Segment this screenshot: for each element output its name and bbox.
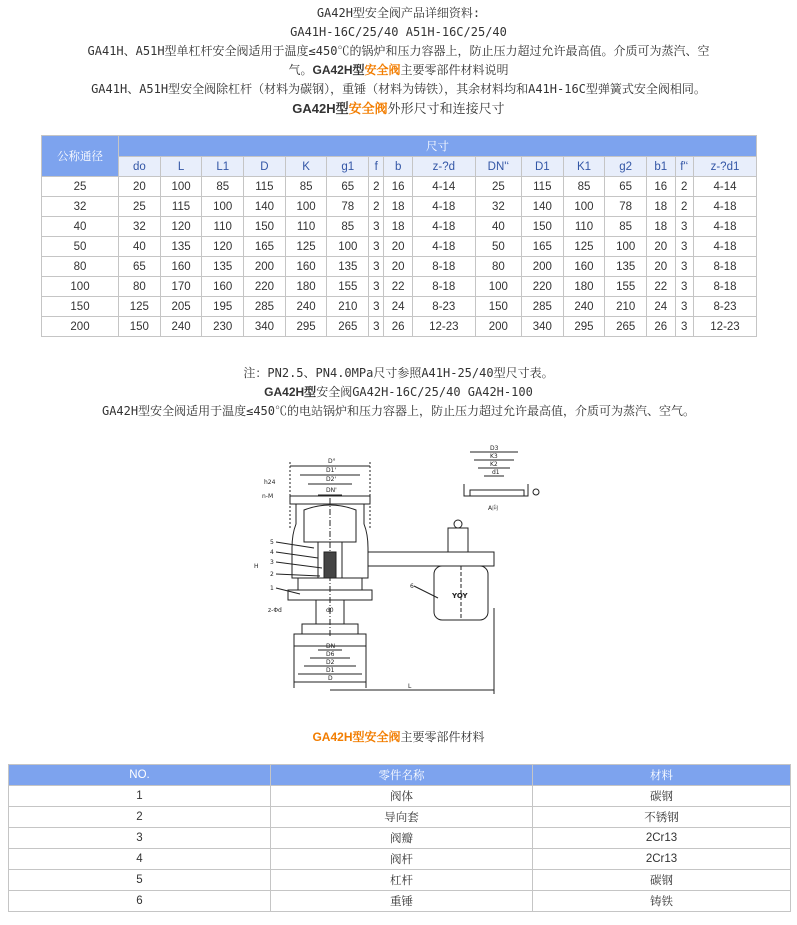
part-material-cell: 不锈钢 [533, 807, 791, 828]
dimension-cell: 85 [563, 177, 605, 197]
dimension-cell: 16 [647, 177, 675, 197]
parts-header-no: NO. [9, 765, 271, 786]
label-d2: D2 [326, 659, 335, 666]
nominal-diameter-cell: 100 [42, 277, 119, 297]
subheader-cell: L1 [202, 157, 244, 177]
dimension-cell: 3 [675, 237, 693, 257]
dimension-cell: 78 [605, 197, 647, 217]
dimension-cell: 3 [369, 217, 384, 237]
dimension-cell: 3 [369, 237, 384, 257]
table-row [42, 177, 757, 197]
caption-model: GA42H型 [312, 730, 365, 744]
dimension-cell: 3 [675, 277, 693, 297]
dimension-cell: 8-18 [693, 257, 756, 277]
part-number-5: 5 [270, 539, 274, 546]
parts-table-caption [0, 728, 797, 745]
part-number-cell: 1 [9, 786, 271, 807]
dimension-cell: 65 [605, 177, 647, 197]
dimension-cell: 100 [202, 197, 244, 217]
dimension-cell: 2 [675, 177, 693, 197]
dimension-cell: 78 [327, 197, 369, 217]
dimension-cell: 135 [605, 257, 647, 277]
parts-table-body [9, 786, 791, 912]
label-zod: z-Φd [268, 607, 282, 614]
intro-line-4-post: 主要零部件材料说明 [400, 63, 509, 77]
part-number-3: 3 [270, 559, 274, 566]
parts-table-header-row [9, 765, 791, 786]
dimension-cell: 18 [384, 197, 412, 217]
dimension-cell: 24 [384, 297, 412, 317]
dimension-cell: 3 [675, 217, 693, 237]
dimension-cell: 115 [160, 197, 202, 217]
dimension-cell: 160 [285, 257, 327, 277]
nominal-diameter-cell: 150 [42, 297, 119, 317]
dimension-cell: 170 [160, 277, 202, 297]
dimension-cell: 80 [475, 257, 521, 277]
table-row [42, 297, 757, 317]
dimension-cell: 85 [605, 217, 647, 237]
dimension-cell: 12-23 [412, 317, 475, 337]
valve-body [288, 496, 372, 638]
dimension-cell: 8-18 [412, 277, 475, 297]
part-name-cell: 导向套 [271, 807, 533, 828]
nominal-diameter-cell: 80 [42, 257, 119, 277]
dimension-cell: 110 [285, 217, 327, 237]
label-dnp: DN' [326, 487, 337, 494]
dimension-cell: 125 [563, 237, 605, 257]
subheader-cell: K1 [563, 157, 605, 177]
dimension-cell: 12-23 [693, 317, 756, 337]
dimension-cell: 150 [521, 217, 563, 237]
dimension-cell: 155 [605, 277, 647, 297]
dimension-cell: 200 [521, 257, 563, 277]
dimension-cell: 100 [327, 237, 369, 257]
dimension-cell: 3 [369, 277, 384, 297]
nominal-diameter-cell: 40 [42, 217, 119, 237]
table-row [42, 277, 757, 297]
dimension-cell: 180 [285, 277, 327, 297]
dimension-cell: 220 [521, 277, 563, 297]
caption-post: 主要零部件材料 [400, 730, 485, 744]
dimension-cell: 150 [475, 297, 521, 317]
dimension-cell: 3 [369, 297, 384, 317]
lever-arm [368, 520, 494, 566]
dimension-cell: 4-18 [693, 237, 756, 257]
table-row [9, 807, 791, 828]
table-row [9, 870, 791, 891]
dimension-cell: 85 [285, 177, 327, 197]
dimension-cell: 85 [202, 177, 244, 197]
dimension-cell: 40 [475, 217, 521, 237]
dimension-cell: 20 [119, 177, 161, 197]
part-name-cell: 阀杆 [271, 849, 533, 870]
part-number-2: 2 [270, 571, 274, 578]
dimension-cell: 165 [244, 237, 286, 257]
table-row [42, 197, 757, 217]
dimension-cell: 240 [285, 297, 327, 317]
header-size: 尺寸 [119, 136, 757, 157]
dimension-cell: 265 [327, 317, 369, 337]
note-line-2 [0, 383, 797, 402]
header-nominal-diameter: 公称通径 [42, 136, 119, 177]
dimension-cell: 150 [244, 217, 286, 237]
intro-line-3: GA41H、A51H型单杠杆安全阀适用于温度≤450℃的锅炉和压力容器上，防止压力超过允许最高值。介质可为蒸汽、空 [87, 44, 710, 58]
dimension-cell: 3 [675, 317, 693, 337]
dimension-cell: 65 [327, 177, 369, 197]
nominal-diameter-cell: 50 [42, 237, 119, 257]
part-material-cell: 2Cr13 [533, 849, 791, 870]
bottom-dimension-lines [294, 608, 494, 694]
dimension-table-body [42, 177, 757, 337]
dimension-cell: 285 [244, 297, 286, 317]
dimension-cell: 8-23 [412, 297, 475, 317]
table-row [9, 891, 791, 912]
nominal-diameter-cell: 200 [42, 317, 119, 337]
dimension-cell: 18 [384, 217, 412, 237]
table-row [9, 828, 791, 849]
intro-line-4-model: GA42H型 [312, 63, 365, 77]
dimension-cell: 210 [605, 297, 647, 317]
subheader-cell: do [119, 157, 161, 177]
dimension-cell: 4-18 [412, 237, 475, 257]
label-d1-detail: d1 [492, 469, 500, 476]
part-material-cell: 2Cr13 [533, 828, 791, 849]
note-line-2-post: 安全阀GA42H-16C/25/40 GA42H-100 [316, 385, 533, 399]
dimension-cell: 4-18 [693, 197, 756, 217]
valve-drawing [248, 438, 550, 704]
dimension-cell: 3 [369, 257, 384, 277]
dimension-cell: 140 [521, 197, 563, 217]
dimension-table-subheader-row [42, 157, 757, 177]
dimension-cell: 195 [202, 297, 244, 317]
label-d1p: D1' [326, 467, 337, 474]
dimension-cell: 100 [160, 177, 202, 197]
dimension-cell: 20 [647, 237, 675, 257]
part-number-cell: 2 [9, 807, 271, 828]
table-row [9, 786, 791, 807]
part-number-cell: 6 [9, 891, 271, 912]
dimension-cell: 240 [563, 297, 605, 317]
dimension-cell: 24 [647, 297, 675, 317]
dimension-cell: 110 [202, 217, 244, 237]
nominal-diameter-cell: 32 [42, 197, 119, 217]
dimension-cell: 3 [675, 297, 693, 317]
subheader-cell: f'‘ [675, 157, 693, 177]
part-material-cell: 碳钢 [533, 786, 791, 807]
label-d: D [328, 675, 333, 682]
dimension-cell: 340 [521, 317, 563, 337]
part-number-4: 4 [270, 549, 274, 556]
dimension-cell: 180 [563, 277, 605, 297]
dimension-table-header-row [42, 136, 757, 157]
parts-header-material: 材料 [533, 765, 791, 786]
label-d0: D° [328, 458, 336, 465]
label-d6: D6 [326, 651, 335, 658]
detail-view-a [464, 452, 539, 496]
dimension-cell: 120 [160, 217, 202, 237]
label-h: H [254, 563, 259, 570]
table-row [42, 217, 757, 237]
section-title-highlight: 安全阀 [348, 101, 388, 116]
table-row [42, 257, 757, 277]
part-name-cell: 杠杆 [271, 870, 533, 891]
section-title-model: GA42H型 [292, 101, 349, 116]
dimension-cell: 4-14 [693, 177, 756, 197]
dimension-cell: 20 [384, 257, 412, 277]
intro-line-2: GA41H-16C/25/40 A51H-16C/25/40 [290, 25, 507, 39]
label-d3: D3 [490, 445, 499, 452]
label-d0-bottom: d0 [326, 607, 334, 614]
dimension-cell: 230 [202, 317, 244, 337]
dimension-cell: 85 [327, 217, 369, 237]
intro-line-4-highlight: 安全阀 [364, 63, 401, 77]
intro-line-4-pre: 气。 [288, 63, 313, 77]
dimension-cell: 4-18 [412, 217, 475, 237]
dimension-cell: 32 [119, 217, 161, 237]
label-dn: DN [326, 643, 336, 650]
dimension-cell: 110 [563, 217, 605, 237]
dimension-cell: 285 [521, 297, 563, 317]
dimension-table [41, 135, 757, 337]
dimension-cell: 205 [160, 297, 202, 317]
dimension-cell: 295 [285, 317, 327, 337]
dimension-cell: 160 [160, 257, 202, 277]
dimension-cell: 165 [521, 237, 563, 257]
dimension-cell: 80 [119, 277, 161, 297]
subheader-cell: K [285, 157, 327, 177]
dimension-cell: 22 [384, 277, 412, 297]
subheader-cell: D1 [521, 157, 563, 177]
dimension-cell: 210 [327, 297, 369, 317]
dimension-cell: 4-14 [412, 177, 475, 197]
subheader-cell: b1 [647, 157, 675, 177]
dimension-cell: 2 [369, 197, 384, 217]
part-number-1: 1 [270, 585, 274, 592]
dimension-cell: 26 [384, 317, 412, 337]
subheader-cell: g1 [327, 157, 369, 177]
dimension-cell: 3 [675, 257, 693, 277]
label-a-view: A向 [488, 505, 499, 512]
dimension-cell: 8-23 [693, 297, 756, 317]
dimension-cell: 295 [563, 317, 605, 337]
dimension-cell: 150 [119, 317, 161, 337]
table-row [42, 317, 757, 337]
subheader-cell: D [244, 157, 286, 177]
dimension-cell: 2 [369, 177, 384, 197]
dimension-cell: 240 [160, 317, 202, 337]
part-material-cell: 碳钢 [533, 870, 791, 891]
intro-line-1: GA42H型安全阀产品详细资料: [316, 6, 481, 20]
subheader-cell: g2 [605, 157, 647, 177]
part-name-cell: 阀体 [271, 786, 533, 807]
nominal-diameter-cell: 25 [42, 177, 119, 197]
dimension-cell: 135 [202, 257, 244, 277]
caption-highlight: 安全阀 [364, 730, 401, 744]
label-d1: D1 [326, 667, 335, 674]
dimension-cell: 160 [563, 257, 605, 277]
intro-line-5: GA41H、A51H型安全阀除杠杆（材料为碳钢），重锤（材料为铸铁），其余材料均和A41H-16C型弹簧式安全阀相同。 [91, 82, 706, 96]
note-line-3: GA42H型安全阀适用于温度≤450℃的电站锅炉和压力容器上，防止压力超过允许最高值，介质可为蒸汽、空气。 [101, 404, 696, 418]
part-number-6: 6 [410, 583, 414, 590]
dimension-cell: 120 [202, 237, 244, 257]
subheader-cell: b [384, 157, 412, 177]
label-h24: h24 [264, 479, 276, 486]
note-line-2-model: GA42H型 [264, 385, 317, 399]
dimension-cell: 8-18 [693, 277, 756, 297]
dimension-cell: 160 [202, 277, 244, 297]
dimension-cell: 22 [647, 277, 675, 297]
dimension-cell: 340 [244, 317, 286, 337]
subheader-cell: DN'‘ [475, 157, 521, 177]
subheader-cell: L [160, 157, 202, 177]
dimension-cell: 25 [119, 197, 161, 217]
dimension-cell: 100 [563, 197, 605, 217]
dimension-cell: 32 [475, 197, 521, 217]
section-title-post: 外形尺寸和连接尺寸 [387, 102, 505, 117]
dimension-cell: 155 [327, 277, 369, 297]
dimension-cell: 140 [244, 197, 286, 217]
dimension-cell: 18 [647, 217, 675, 237]
label-d2p: D2' [326, 476, 337, 483]
table-row [9, 849, 791, 870]
section-title-dimensions [0, 99, 797, 119]
part-number-cell: 4 [9, 849, 271, 870]
dimension-cell: 20 [384, 237, 412, 257]
parts-header-name: 零件名称 [271, 765, 533, 786]
subheader-cell: z-?d [412, 157, 475, 177]
dimension-cell: 50 [475, 237, 521, 257]
parts-table [8, 764, 791, 912]
dimension-cell: 135 [160, 237, 202, 257]
dimension-cell: 125 [285, 237, 327, 257]
label-nm: n-M [262, 493, 274, 500]
dimension-cell: 65 [119, 257, 161, 277]
dimension-cell: 100 [475, 277, 521, 297]
label-k2: K2 [490, 461, 498, 468]
subheader-cell: f [369, 157, 384, 177]
dimension-cell: 20 [647, 257, 675, 277]
part-name-cell: 重锤 [271, 891, 533, 912]
intro-text [0, 4, 797, 119]
dimension-cell: 18 [647, 197, 675, 217]
dimension-cell: 100 [285, 197, 327, 217]
part-number-cell: 5 [9, 870, 271, 891]
dimension-cell: 125 [119, 297, 161, 317]
dimension-cell: 16 [384, 177, 412, 197]
subheader-cell: z-?d1 [693, 157, 756, 177]
dimension-cell: 100 [605, 237, 647, 257]
dimension-cell: 115 [244, 177, 286, 197]
dimension-cell: 200 [244, 257, 286, 277]
dimension-cell: 135 [327, 257, 369, 277]
dimension-cell: 4-18 [412, 197, 475, 217]
label-l: L [408, 683, 412, 690]
note-line-1: 注：PN2.5、PN4.0MPa尺寸参照A41H-25/40型尺寸表。 [243, 366, 554, 380]
dimension-cell: 200 [475, 317, 521, 337]
dimension-cell: 25 [475, 177, 521, 197]
table-row [42, 237, 757, 257]
intro-line-4 [0, 61, 797, 80]
dimension-cell: 2 [675, 197, 693, 217]
notes-text [0, 364, 797, 421]
dimension-cell: 26 [647, 317, 675, 337]
dimension-cell: 115 [521, 177, 563, 197]
dimension-cell: 4-18 [693, 217, 756, 237]
dimension-cell: 265 [605, 317, 647, 337]
part-material-cell: 铸铁 [533, 891, 791, 912]
dimension-cell: 3 [369, 317, 384, 337]
part-number-cell: 3 [9, 828, 271, 849]
label-k3: K3 [490, 453, 498, 460]
dimension-cell: 220 [244, 277, 286, 297]
part-name-cell: 阀瓣 [271, 828, 533, 849]
dimension-cell: 8-18 [412, 257, 475, 277]
dimension-cell: 40 [119, 237, 161, 257]
weight-label: YOY [452, 592, 468, 600]
